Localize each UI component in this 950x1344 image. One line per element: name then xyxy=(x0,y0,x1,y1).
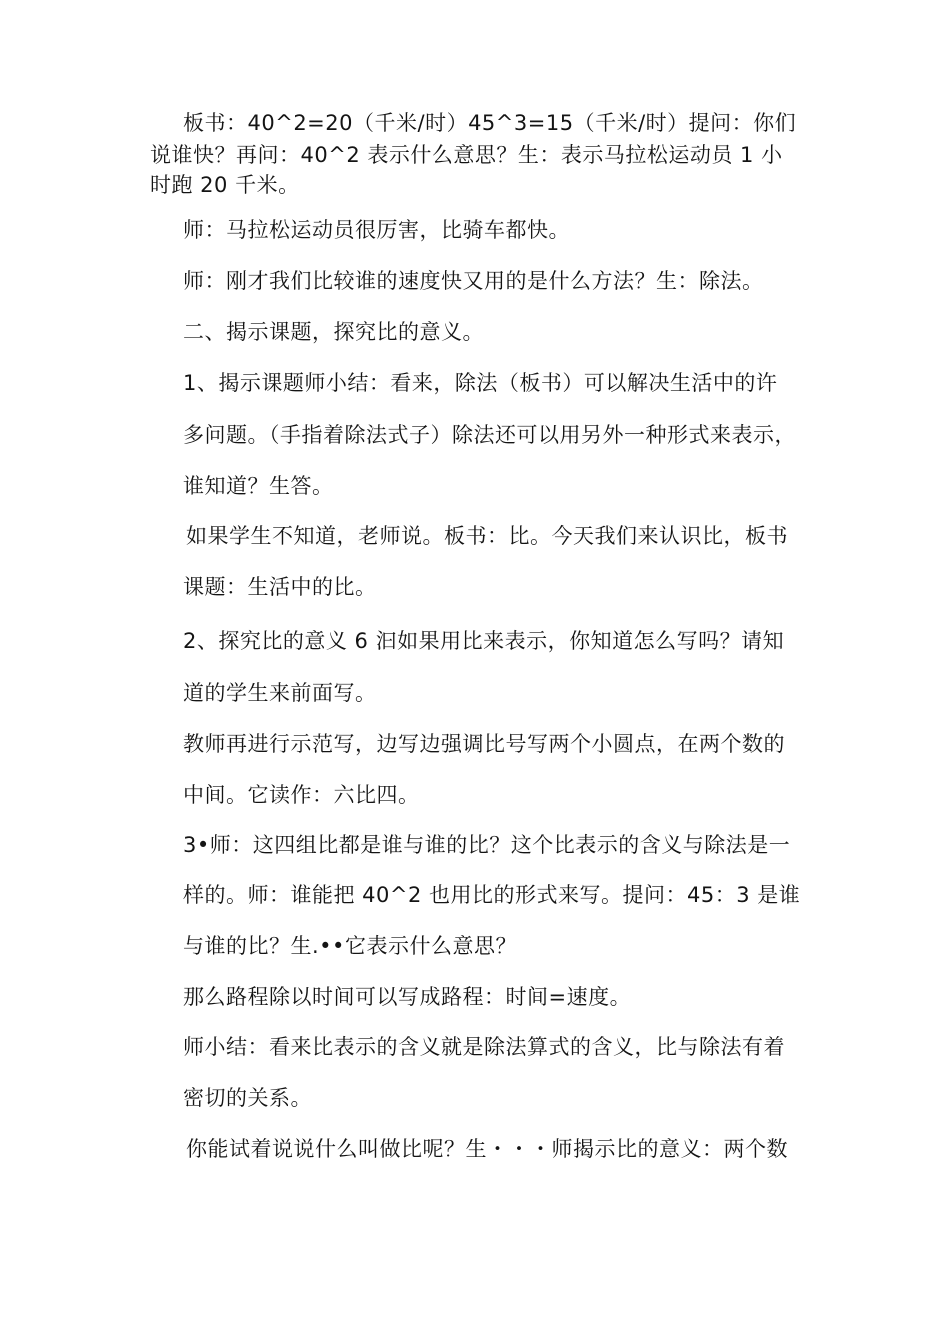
text-line: 谁知道？生答。 xyxy=(183,474,334,498)
text-line: 教师再进行示范写，边写边强调比号写两个小圆点，在两个数的 xyxy=(183,732,785,756)
text-line: 板书：40^2=20（千米/时）45^3=15（千米/时）提问：你们 xyxy=(183,111,797,135)
text-line: 你能试着说说什么叫做比呢？生・・・师揭示比的意义：两个数 xyxy=(186,1137,788,1161)
text-line: 3•师：这四组比都是谁与谁的比？这个比表示的含义与除法是一 xyxy=(183,833,791,857)
text-line: 中间。它读作：六比四。 xyxy=(183,783,420,807)
text-line: 师：刚才我们比较谁的速度快又用的是什么方法？生：除法。 xyxy=(183,269,764,293)
text-line: 师小结：看来比表示的含义就是除法算式的含义，比与除法有着 xyxy=(183,1035,785,1059)
text-line: 多问题。（手指着除法式子）除法还可以用另外一种形式来表示， xyxy=(183,423,796,447)
text-line: 道的学生来前面写。 xyxy=(183,681,377,705)
text-line: 说谁快？再问：40^2 表示什么意思？生：表示马拉松运动员 1 小 xyxy=(150,143,783,167)
text-line: 师：马拉松运动员很厉害，比骑车都快。 xyxy=(183,218,570,242)
text-line: 如果学生不知道，老师说。板书：比。今天我们来认识比，板书 xyxy=(186,524,788,548)
text-line: 时跑 20 千米。 xyxy=(150,173,300,197)
section-heading: 二、揭示课题，探究比的意义。 xyxy=(183,320,484,344)
text-line: 1、揭示课题师小结：看来，除法（板书）可以解决生活中的许 xyxy=(183,371,778,395)
text-line: 样的。师：谁能把 40^2 也用比的形式来写。提问：45：3 是谁 xyxy=(183,883,801,907)
text-line: 那么路程除以时间可以写成路程：时间=速度。 xyxy=(183,985,632,1009)
text-line: 课题：生活中的比。 xyxy=(183,575,377,599)
text-line: 与谁的比？生.••它表示什么意思？ xyxy=(183,934,517,958)
text-line: 密切的关系。 xyxy=(183,1086,312,1110)
text-line: 2、探究比的意义 6 汩如果用比来表示，你知道怎么写吗？请知 xyxy=(183,629,785,653)
